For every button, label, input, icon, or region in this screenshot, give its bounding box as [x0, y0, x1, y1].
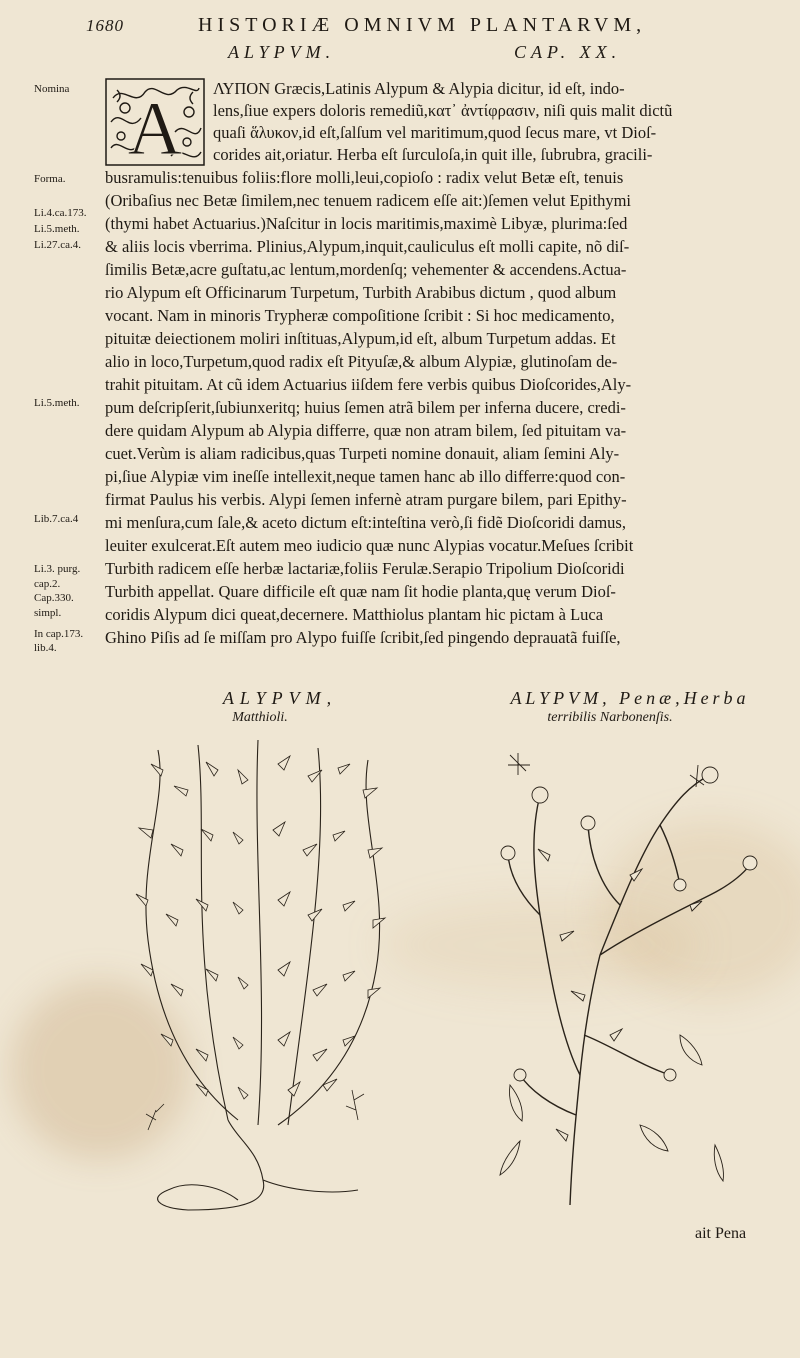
text-line: corides ait,oriatur. Herba eſt ſurculoſa,in quit ille, ſubrubra, gracili- [213, 145, 653, 164]
margin-reference: Lib.7.ca.4 [34, 513, 79, 525]
text-line: pi,ſiue Alypiæ vim ineſſe intellexit,neque tamen hanc ab illo differre:quod con- [105, 467, 626, 486]
margin-reference: Li.27.ca.4. [34, 239, 82, 251]
margin-reference: simpl. [34, 607, 62, 619]
text-line: Ghino Piſis ad ſe miſſam pro Alypo fuiſſe ſcribit,ſed pingendo deprauatã fuiſſe, [105, 628, 621, 647]
text-line: (thymi habet Actuarius.)Naſcitur in locis maritimis,maximè Libyæ, plurima:ſed [105, 214, 628, 233]
margin-reference: cap.2. [34, 578, 61, 590]
page-number: 1680 [86, 16, 124, 35]
text-line: ΛΥΠΟΝ Græcis,Latinis Alypum & Alypia dicitur, id eſt, indo- [213, 79, 625, 98]
margin-reference: Li.4.ca.173. [34, 207, 87, 219]
plant-woodcut-left [128, 740, 398, 1220]
margin-reference: Li.5.meth. [34, 223, 80, 235]
catchword: ait Pena [695, 1225, 747, 1242]
margin-reference: Li.5.meth. [34, 397, 80, 409]
text-line: busramulis:tenuibus foliis:flore molli,leui,copioſo : radix velut Betæ eſt, tenuis [105, 168, 624, 187]
margin-reference: Cap.330. [34, 592, 74, 604]
figure-caption-right: ALYPVM, Penæ,Herba [510, 688, 750, 708]
chapter-number: CAP. XX. [514, 42, 622, 62]
text-line: vocant. Nam in minoris Trypheræ compoſitione ſcribit : Si hoc medicamento, [105, 306, 615, 325]
text-line: trahit pituitam. At cũ idem Actuarius iiſdem fere verbis quibus Dioſcorides,Aly- [105, 375, 632, 394]
text-line: mi menſura,cum ſale,& aceto dictum eſt:inteſtina verò,ſi fidẽ Dioſcoridi damus, [105, 513, 626, 532]
margin-reference: lib.4. [34, 642, 57, 654]
figure-caption-left-author: Matthioli. [232, 710, 288, 725]
text-line: alio in loco,Turpetum,quod radix eſt Pityuſæ,& album Alypiæ, glutinoſam de- [105, 352, 618, 371]
text-line: dere quidam Alypum ab Alypia differre, quæ non atram bilem, ſed pituitam va- [105, 421, 627, 440]
margin-reference: In cap.173. [34, 628, 84, 640]
text-line: pum deſcripſerit,ſubiunxeritq; huius ſemen atrã bilem per inferna ducere, credi- [105, 398, 626, 417]
text-line: coridis Alypum dici queat,decernere. Matthiolus plantam hic pictam à Luca [105, 605, 604, 624]
running-head [0, 12, 800, 40]
text-line: Turbith appellat. Quare difficile eſt quæ nam ſit hodie planta,quę verum Dioſ- [105, 582, 616, 601]
text-line: & aliis locis vberrima. Plinius,Alypum,inquit,cauliculus eſt molli capite, nõ diſ- [105, 237, 630, 256]
margin-note-forma: Forma. [34, 173, 66, 185]
figure-caption-right-sub: terribilis Narbonenſis. [547, 710, 673, 725]
text-line: rio Alypum eſt Officinarum Turpetum, Turbith Arabibus dictum , quod album [105, 283, 617, 302]
text-line: lens,ſiue expers doloris remediũ,κατ᾽ ἀντίφρασιν, niſi quis malit dictũ [213, 101, 673, 120]
text-line: pituitæ deiectionem moliri inſtituas,Alypum,id eſt, album Turpetum addas. Et [105, 329, 616, 348]
chapter-name: ALYPVM. [228, 42, 336, 62]
initial-letter: A [127, 87, 183, 166]
figure-caption-left: ALYPVM, [222, 688, 338, 708]
plant-woodcut-right [480, 735, 780, 1215]
text-line: Turbith radicem eſſe herbæ lactariæ,foliis Ferulæ.Serapio Tripolium Dioſcoridi [105, 559, 625, 578]
decorated-initial [105, 78, 205, 166]
running-title: HISTORIÆ OMNIVM PLANTARVM, [198, 14, 647, 36]
text-line: quaſi ἅλυκον,id eſt,ſalſum vel maritimum,quod ſecus mare, vt Dioſ- [213, 123, 657, 142]
margin-note-nomina: Nomina [34, 83, 70, 95]
text-line: (Oribaſius nec Betæ ſimilem,nec tenuem radicem eſſe ait:)ſemen velut Epithymi [105, 191, 632, 210]
text-line: cuet.Verùm is aliam radicibus,quas Turpeti nomine donauit, aliam ſemini Aly- [105, 444, 620, 463]
text-line: firmat Paulus his verbis. Alypi ſemen infernè atram purgare bilem, pari Epithy- [105, 490, 627, 509]
text-line: ſimilis Betæ,acre guſtatu,ac lentum,mordenſq; vehementer & accendens.Actua- [105, 260, 627, 279]
margin-reference: Li.3. purg. [34, 563, 81, 575]
text-line: leuiter exulcerat.Eſt autem meo iudicio quæ nunc Alypias vocatur.Meſues ſcribit [105, 536, 634, 555]
